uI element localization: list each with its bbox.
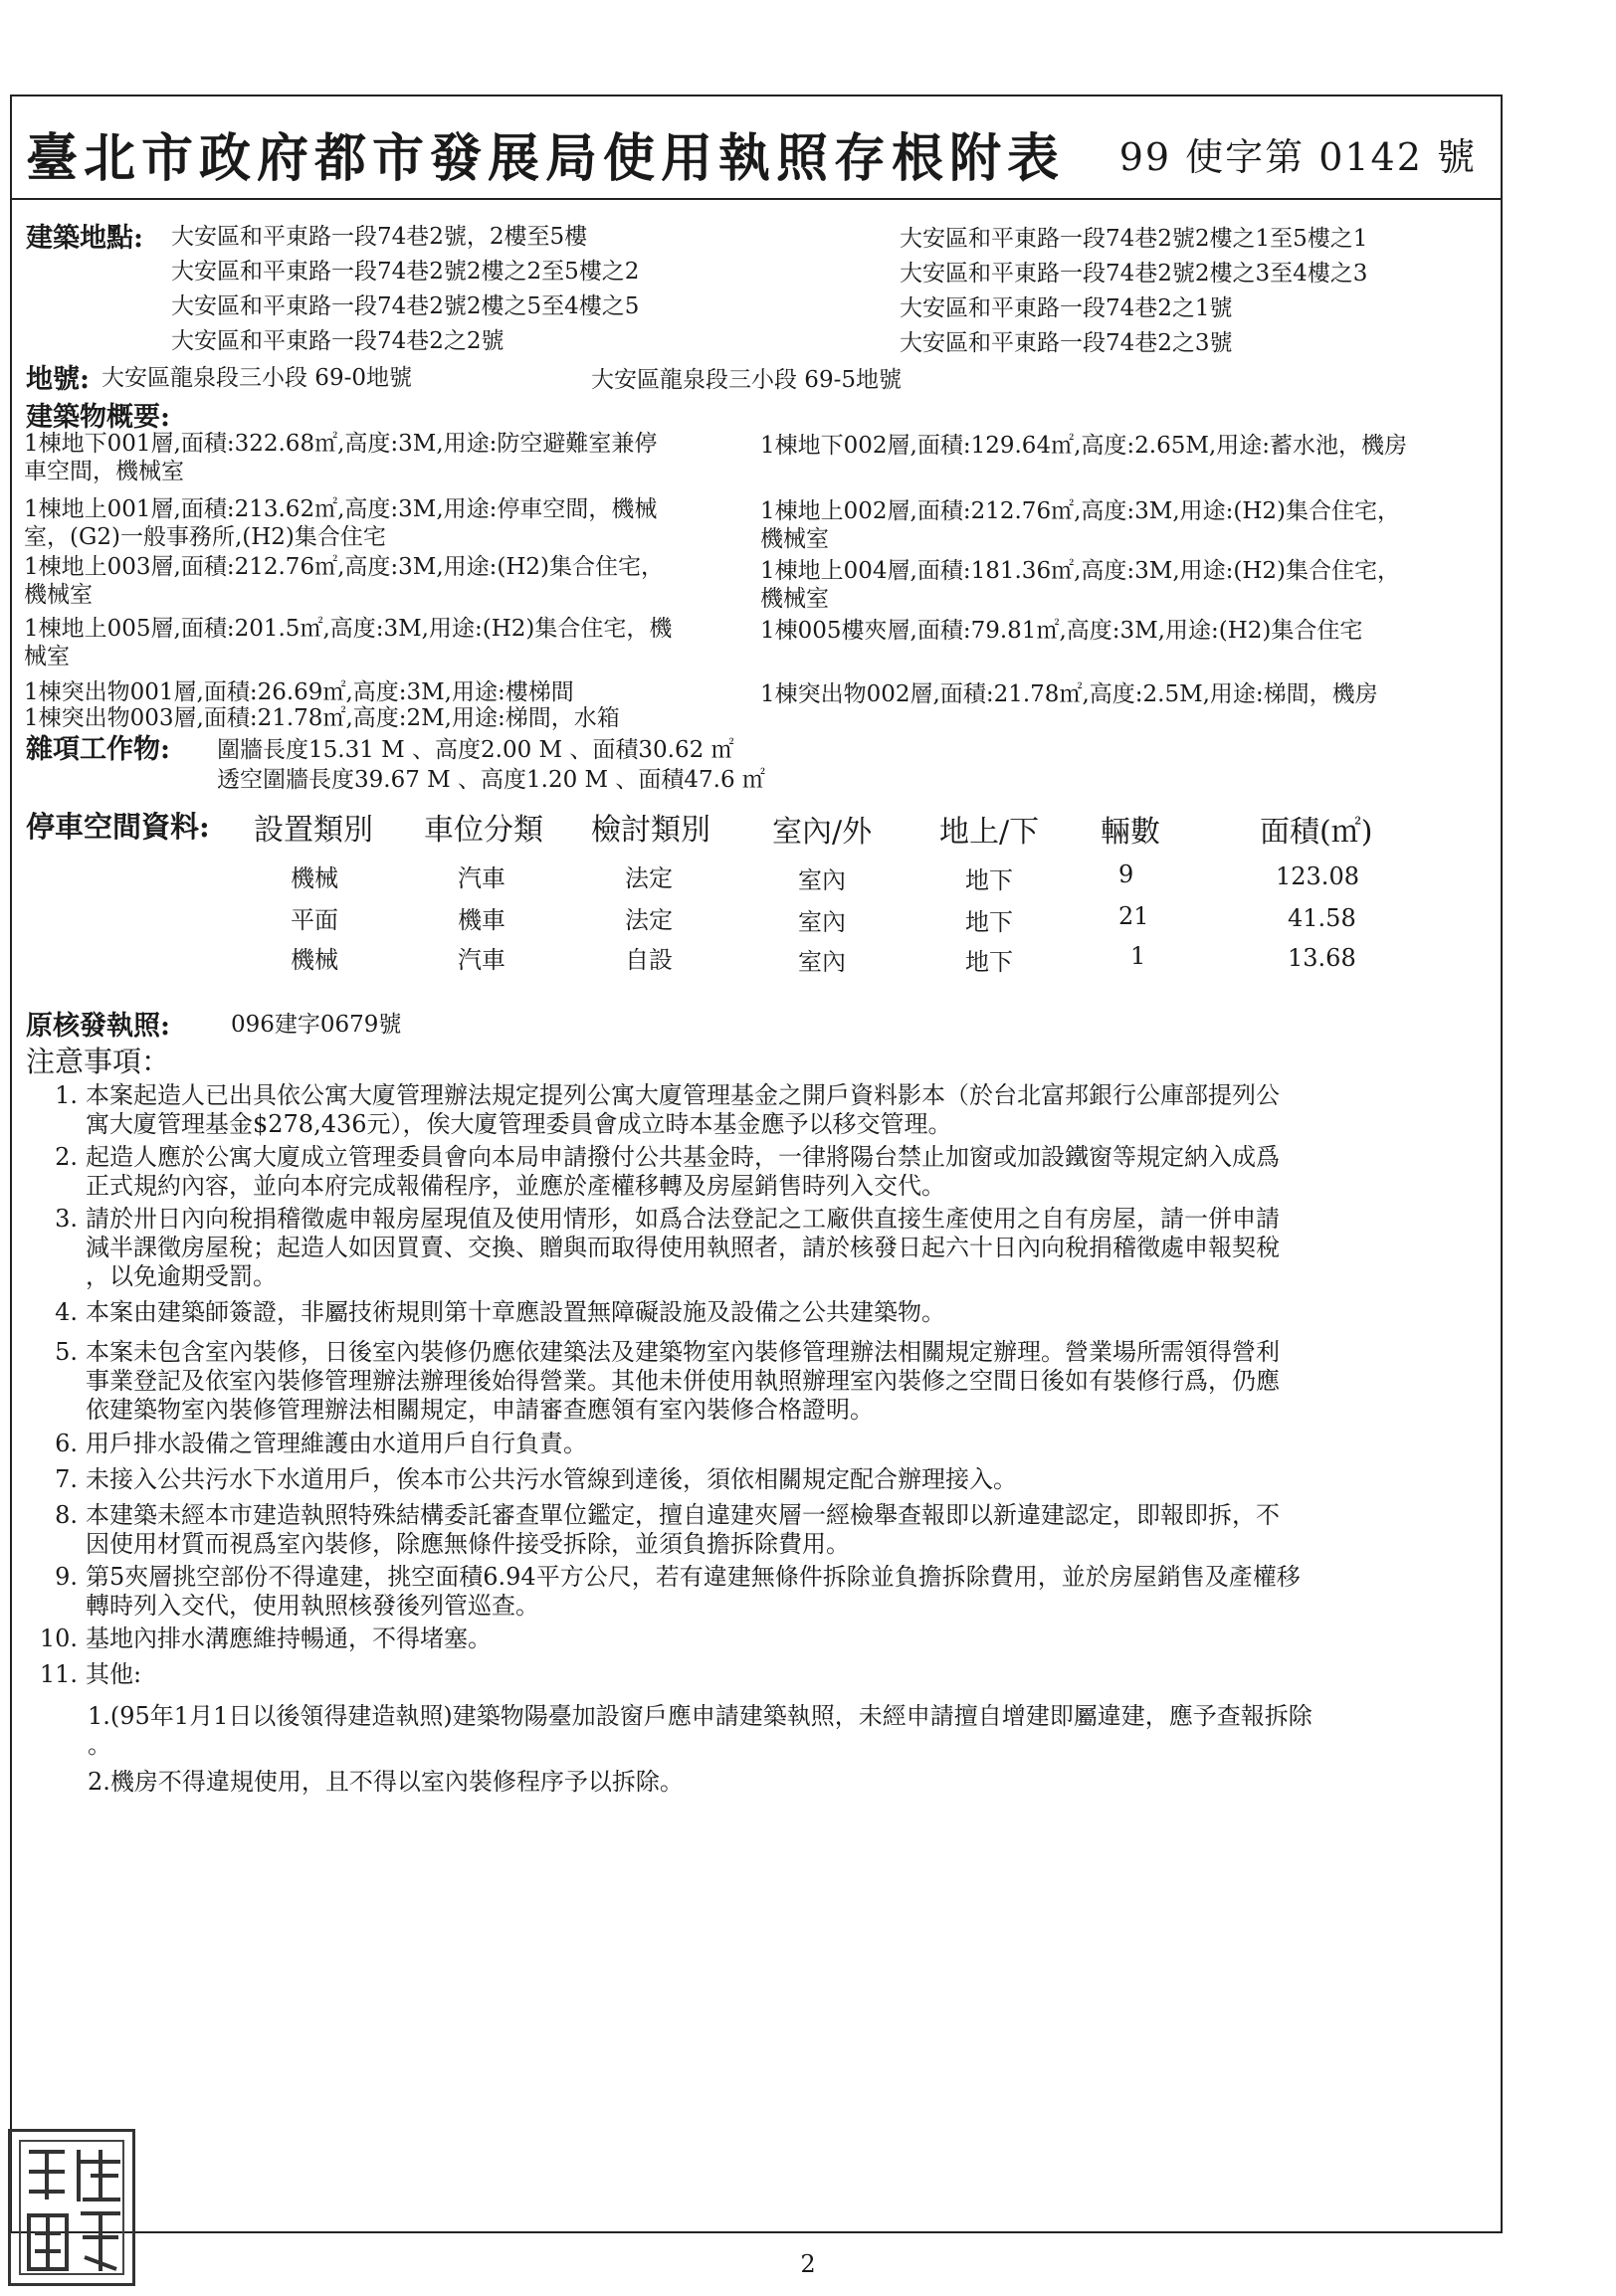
original-permit-value: 096建字0679號 [231,1012,402,1038]
document-frame [10,95,1503,2233]
note-sub-1: 1.(95年1月1日以後領得建造執照)建築物陽臺加設窗戶應申請建築執照，未經申請擅自增建即屬違建，應予查報拆除 。 [88,1702,1313,1759]
building-left-2a: 1棟地上001層,面積:213.62㎡,高度:3M,用途:停車空間，機械 [24,496,658,522]
parking-header: 室內/外 [772,815,873,850]
site-left-1: 大安區和平東路一段74巷2號，2樓至5樓 [171,224,588,250]
site-left-3: 大安區和平東路一段74巷2號2樓之5至4樓之5 [171,293,640,319]
building-right-3a: 1棟地上004層,面積:181.36㎡,高度:3M,用途:(H2)集合住宅， [760,558,1401,584]
building-left-1b: 車空間，機械室 [24,459,184,484]
parking-cell: 汽車 [458,946,505,974]
site-right-1: 大安區和平東路一段74巷2號2樓之1至5樓之1 [900,226,1368,252]
building-right-3b: 機械室 [760,586,829,612]
parking-cell: 1 [1130,942,1146,970]
parking-cell: 室內 [798,866,846,894]
parking-label: 停車空間資料: [26,810,210,844]
note-item-7: 7. 未接入公共污水下水道用戶，俟本市公共污水管線到達後，須依相關規定配合辦理接入。 [55,1465,1017,1493]
permit-number: 99 使字第 0142 號 [1118,135,1477,179]
note-item-10: 10. 基地內排水溝應維持暢通，不得堵塞。 [39,1625,492,1652]
note-item-3: 3. 請於卅日內向稅捐稽徵處申報房屋現值及使用情形，如爲合法登記之工廠供直接生產使用之自有房屋，請一併申請 減半課徵房屋稅；起造人如因買賣、交換、贈與而取得使用執照者，請於核發日起六十日內向稅捐稽徵處申報契稅 ，以免逾期受罰。 [55,1205,1280,1290]
parking-header: 設置類別 [254,813,373,848]
page-title: 臺北市政府都市發展局使用執照存根附表 [26,128,1066,189]
header-divider [12,198,1501,200]
lot-left: 大安區龍泉段三小段 69-0地號 [101,365,412,391]
parking-header: 面積(㎡) [1260,815,1373,850]
note-item-5: 5. 本案未包含室內裝修，日後室內裝修仍應依建築法及建築物室內裝修管理辦法相關規定辦理。營業場所需領得營利 事業登記及依室內裝修管理辦法辦理後始得營業。其他未併使用執照辦理室內裝修之空間日後如有裝修行爲，仍應 依建築物室內裝修管理辦法相關規定，申請審查應領有室內裝修合格證明。 [55,1338,1280,1424]
parking-cell: 地下 [965,866,1013,894]
building-left-4a: 1棟地上005層,面積:201.5㎡,高度:3M,用途:(H2)集合住宅，機 [24,616,673,642]
notes-label: 注意事項： [26,1045,171,1078]
note-sub-2: 2.機房不得違規使用，且不得以室內裝修程序予以拆除。 [88,1768,684,1796]
building-left-3b: 機械室 [24,582,93,608]
note-item-1: 1. 本案起造人已出具依公寓大廈管理辦法規定提列公寓大廈管理基金之開戶資料影本（於台北富邦銀行公庫部提列公 寓大廈管理基金$278,436元），俟大廈管理委員會成立時本基金應予以移交管理。 [55,1081,1280,1138]
parking-header: 輛數 [1101,815,1160,850]
parking-cell: 地下 [965,908,1013,936]
parking-cell: 41.58 [1288,904,1356,932]
note-item-2: 2. 起造人應於公寓大廈成立管理委員會向本局申請撥付公共基金時，一律將陽台禁止加窗或加設鐵窗等規定納入成爲 正式規約內容，並向本府完成報備程序，並應於產權移轉及房屋銷售時列入交代。 [55,1143,1280,1200]
parking-cell: 9 [1118,861,1134,888]
parking-header: 地上/下 [939,815,1040,850]
parking-cell: 機械 [291,864,338,892]
parking-cell: 123.08 [1276,862,1359,890]
parking-cell: 法定 [625,864,673,892]
note-item-4: 4. 本案由建築師簽證，非屬技術規則第十章應設置無障礙設施及設備之公共建築物。 [55,1298,945,1326]
site-right-4: 大安區和平東路一段74巷2之3號 [900,330,1233,356]
page-number: 2 [800,2250,816,2278]
building-left-3a: 1棟地上003層,面積:212.76㎡,高度:3M,用途:(H2)集合住宅， [24,554,665,580]
misc-label: 雜項工作物: [26,734,170,765]
parking-cell: 自設 [625,946,673,974]
site-right-2: 大安區和平東路一段74巷2號2樓之3至4樓之3 [900,261,1368,287]
parking-cell: 汽車 [458,864,505,892]
site-right-3: 大安區和平東路一段74巷2之1號 [900,295,1233,321]
site-left-4: 大安區和平東路一段74巷2之2號 [171,328,505,354]
building-label: 建築物概要: [26,402,170,433]
parking-header: 車位分類 [424,813,543,848]
parking-cell: 機車 [458,906,505,934]
building-left-4b: 械室 [24,644,70,670]
misc-line-2: 透空圍牆長度39.67 M 、高度1.20 M 、面積47.6 ㎡ [217,767,765,793]
building-right-2b: 機械室 [760,526,829,552]
building-right-1a: 1棟地下002層,面積:129.64㎡,高度:2.65M,用途:蓄水池，機房 [760,433,1407,459]
building-right-5a: 1棟突出物002層,面積:21.78㎡,高度:2.5M,用途:梯間，機房 [760,681,1378,707]
parking-cell: 室內 [798,948,846,976]
site-left-2: 大安區和平東路一段74巷2號2樓之2至5樓之2 [171,259,640,285]
note-item-8: 8. 本建築未經本市建造執照特殊結構委託審查單位鑑定，擅自違建夾層一經檢舉查報即以新違建認定，即報即拆，不 因使用材質而視爲室內裝修，除應無條件接受拆除，並須負擔拆除費用。 [55,1501,1280,1558]
building-right-2a: 1棟地上002層,面積:212.76㎡,高度:3M,用途:(H2)集合住宅， [760,498,1401,524]
building-left-5b: 1棟突出物003層,面積:21.78㎡,高度:2M,用途:梯間，水箱 [24,705,620,731]
parking-cell: 機械 [291,946,338,974]
building-left-2b: 室，(G2)一般事務所,(H2)集合住宅 [24,524,386,550]
parking-cell: 21 [1118,902,1149,930]
parking-header: 檢討類別 [591,813,710,848]
lot-label: 地號: [26,364,90,395]
building-right-4a: 1棟005樓夾層,面積:79.81㎡,高度:3M,用途:(H2)集合住宅 [760,618,1363,644]
lot-right: 大安區龍泉段三小段 69-5地號 [591,367,902,393]
site-label: 建築地點: [26,223,143,254]
original-permit-label: 原核發執照: [26,1011,170,1042]
note-item-9: 9. 第5夾層挑空部份不得違建，挑空面積6.94平方公尺，若有違建無條件拆除並負擔拆除費用，並於房屋銷售及產權移 轉時列入交代，使用執照核發後列管巡查。 [55,1563,1301,1620]
parking-cell: 平面 [291,906,338,934]
parking-cell: 室內 [798,908,846,936]
note-item-6: 6. 用戶排水設備之管理維護由水道用戶自行負責。 [55,1430,587,1457]
misc-line-1: 圍牆長度15.31 M 、高度2.00 M 、面積30.62 ㎡ [217,737,734,763]
parking-cell: 法定 [625,906,673,934]
parking-cell: 地下 [965,948,1013,976]
building-left-1a: 1棟地下001層,面積:322.68㎡,高度:3M,用途:防空避難室兼停 [24,431,658,457]
note-item-11: 11. 其他: [39,1660,142,1688]
parking-cell: 13.68 [1288,944,1356,972]
building-left-5a: 1棟突出物001層,面積:26.69㎡,高度:3M,用途:樓梯間 [24,679,574,705]
